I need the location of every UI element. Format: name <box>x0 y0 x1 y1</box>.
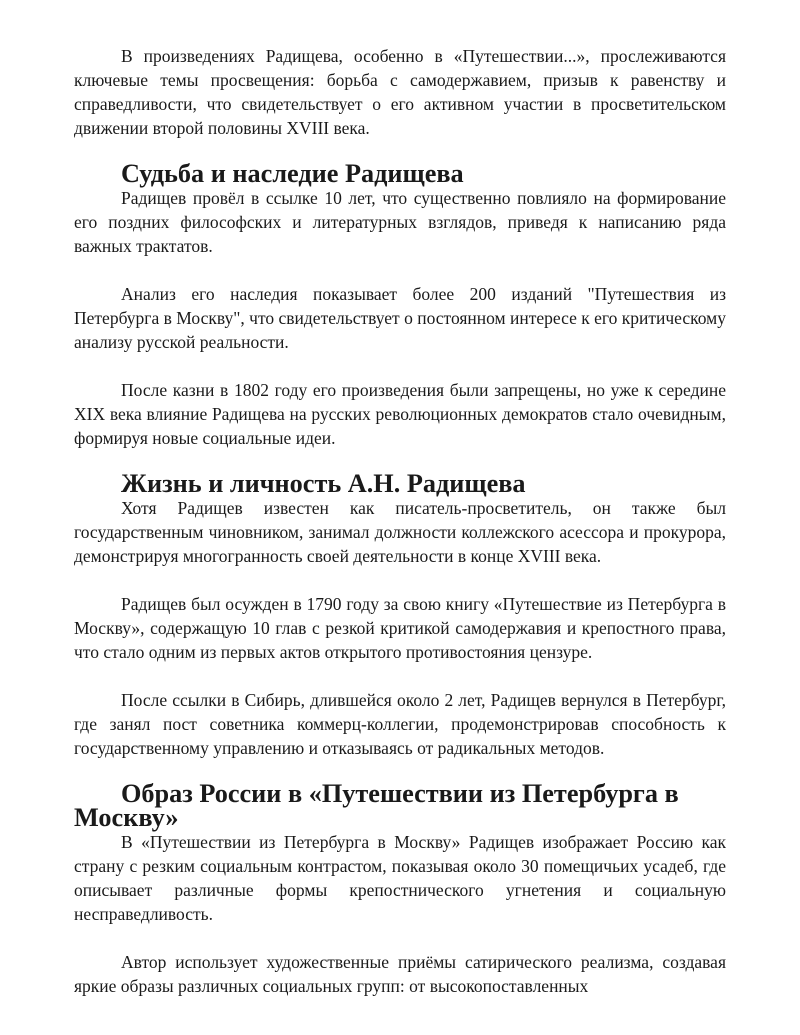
section-heading-life-personality: Жизнь и личность А.Н. Радищева <box>121 469 526 498</box>
document-page <box>74 44 726 998</box>
paragraph: После ссылки в Сибирь, длившейся около 2 лет, Радищев вернулся в Петербург, где занял пост советника коммерц-коллегии, продемонстрировав способность к государственному управлению и отказываясь от радикальных методов. <box>74 690 726 758</box>
paragraph: Анализ его наследия показывает более 200 изданий "Путешествия из Петербурга в Москву", что свидетельствует о постоянном интересе к его критическому анализу русской реальности. <box>74 284 726 352</box>
paragraph: После казни в 1802 году его произведения были запрещены, но уже к середине XIX века влияние Радищева на русских революционных демократов стало очевидным, формируя новые социальные идеи. <box>74 380 726 448</box>
section-heading-image-of-russia: Образ России в «Путешествии из Петербурга в Москву» <box>74 779 679 832</box>
intro-paragraph: В произведениях Радищева, особенно в «Путешествии...», прослеживаются ключевые темы просвещения: борьба с самодержавием, призыв к равенству и справедливости, что свидетельствует о его активном участии в просветительском движении второй половины XVIII века. <box>74 46 726 138</box>
section-heading-fate-legacy: Судьба и наследие Радищева <box>121 159 464 188</box>
paragraph: Радищев был осужден в 1790 году за свою книгу «Путешествие из Петербурга в Москву», содержащую 10 глав с резкой критикой самодержавия и крепостного права, что стало одним из первых актов открытого противостояния цензуре. <box>74 594 726 662</box>
paragraph: Хотя Радищев известен как писатель-просветитель, он также был государственным чиновником, занимал должности коллежского асессора и прокурора, демонстрируя многогранность своей деятельности в конце XVIII века. <box>74 498 726 566</box>
paragraph: Радищев провёл в ссылке 10 лет, что существенно повлияло на формирование его поздних философских и литературных взглядов, приведя к написанию ряда важных трактатов. <box>74 188 726 256</box>
paragraph: В «Путешествии из Петербурга в Москву» Радищев изображает Россию как страну с резким социальным контрастом, показывая около 30 помещичьих усадеб, где описывает различные формы крепостнического угнетения и социальную несправедливость. <box>74 832 726 924</box>
paragraph: Автор использует художественные приёмы сатирического реализма, создавая яркие образы различных социальных групп: от высокопоставленных <box>74 952 726 996</box>
